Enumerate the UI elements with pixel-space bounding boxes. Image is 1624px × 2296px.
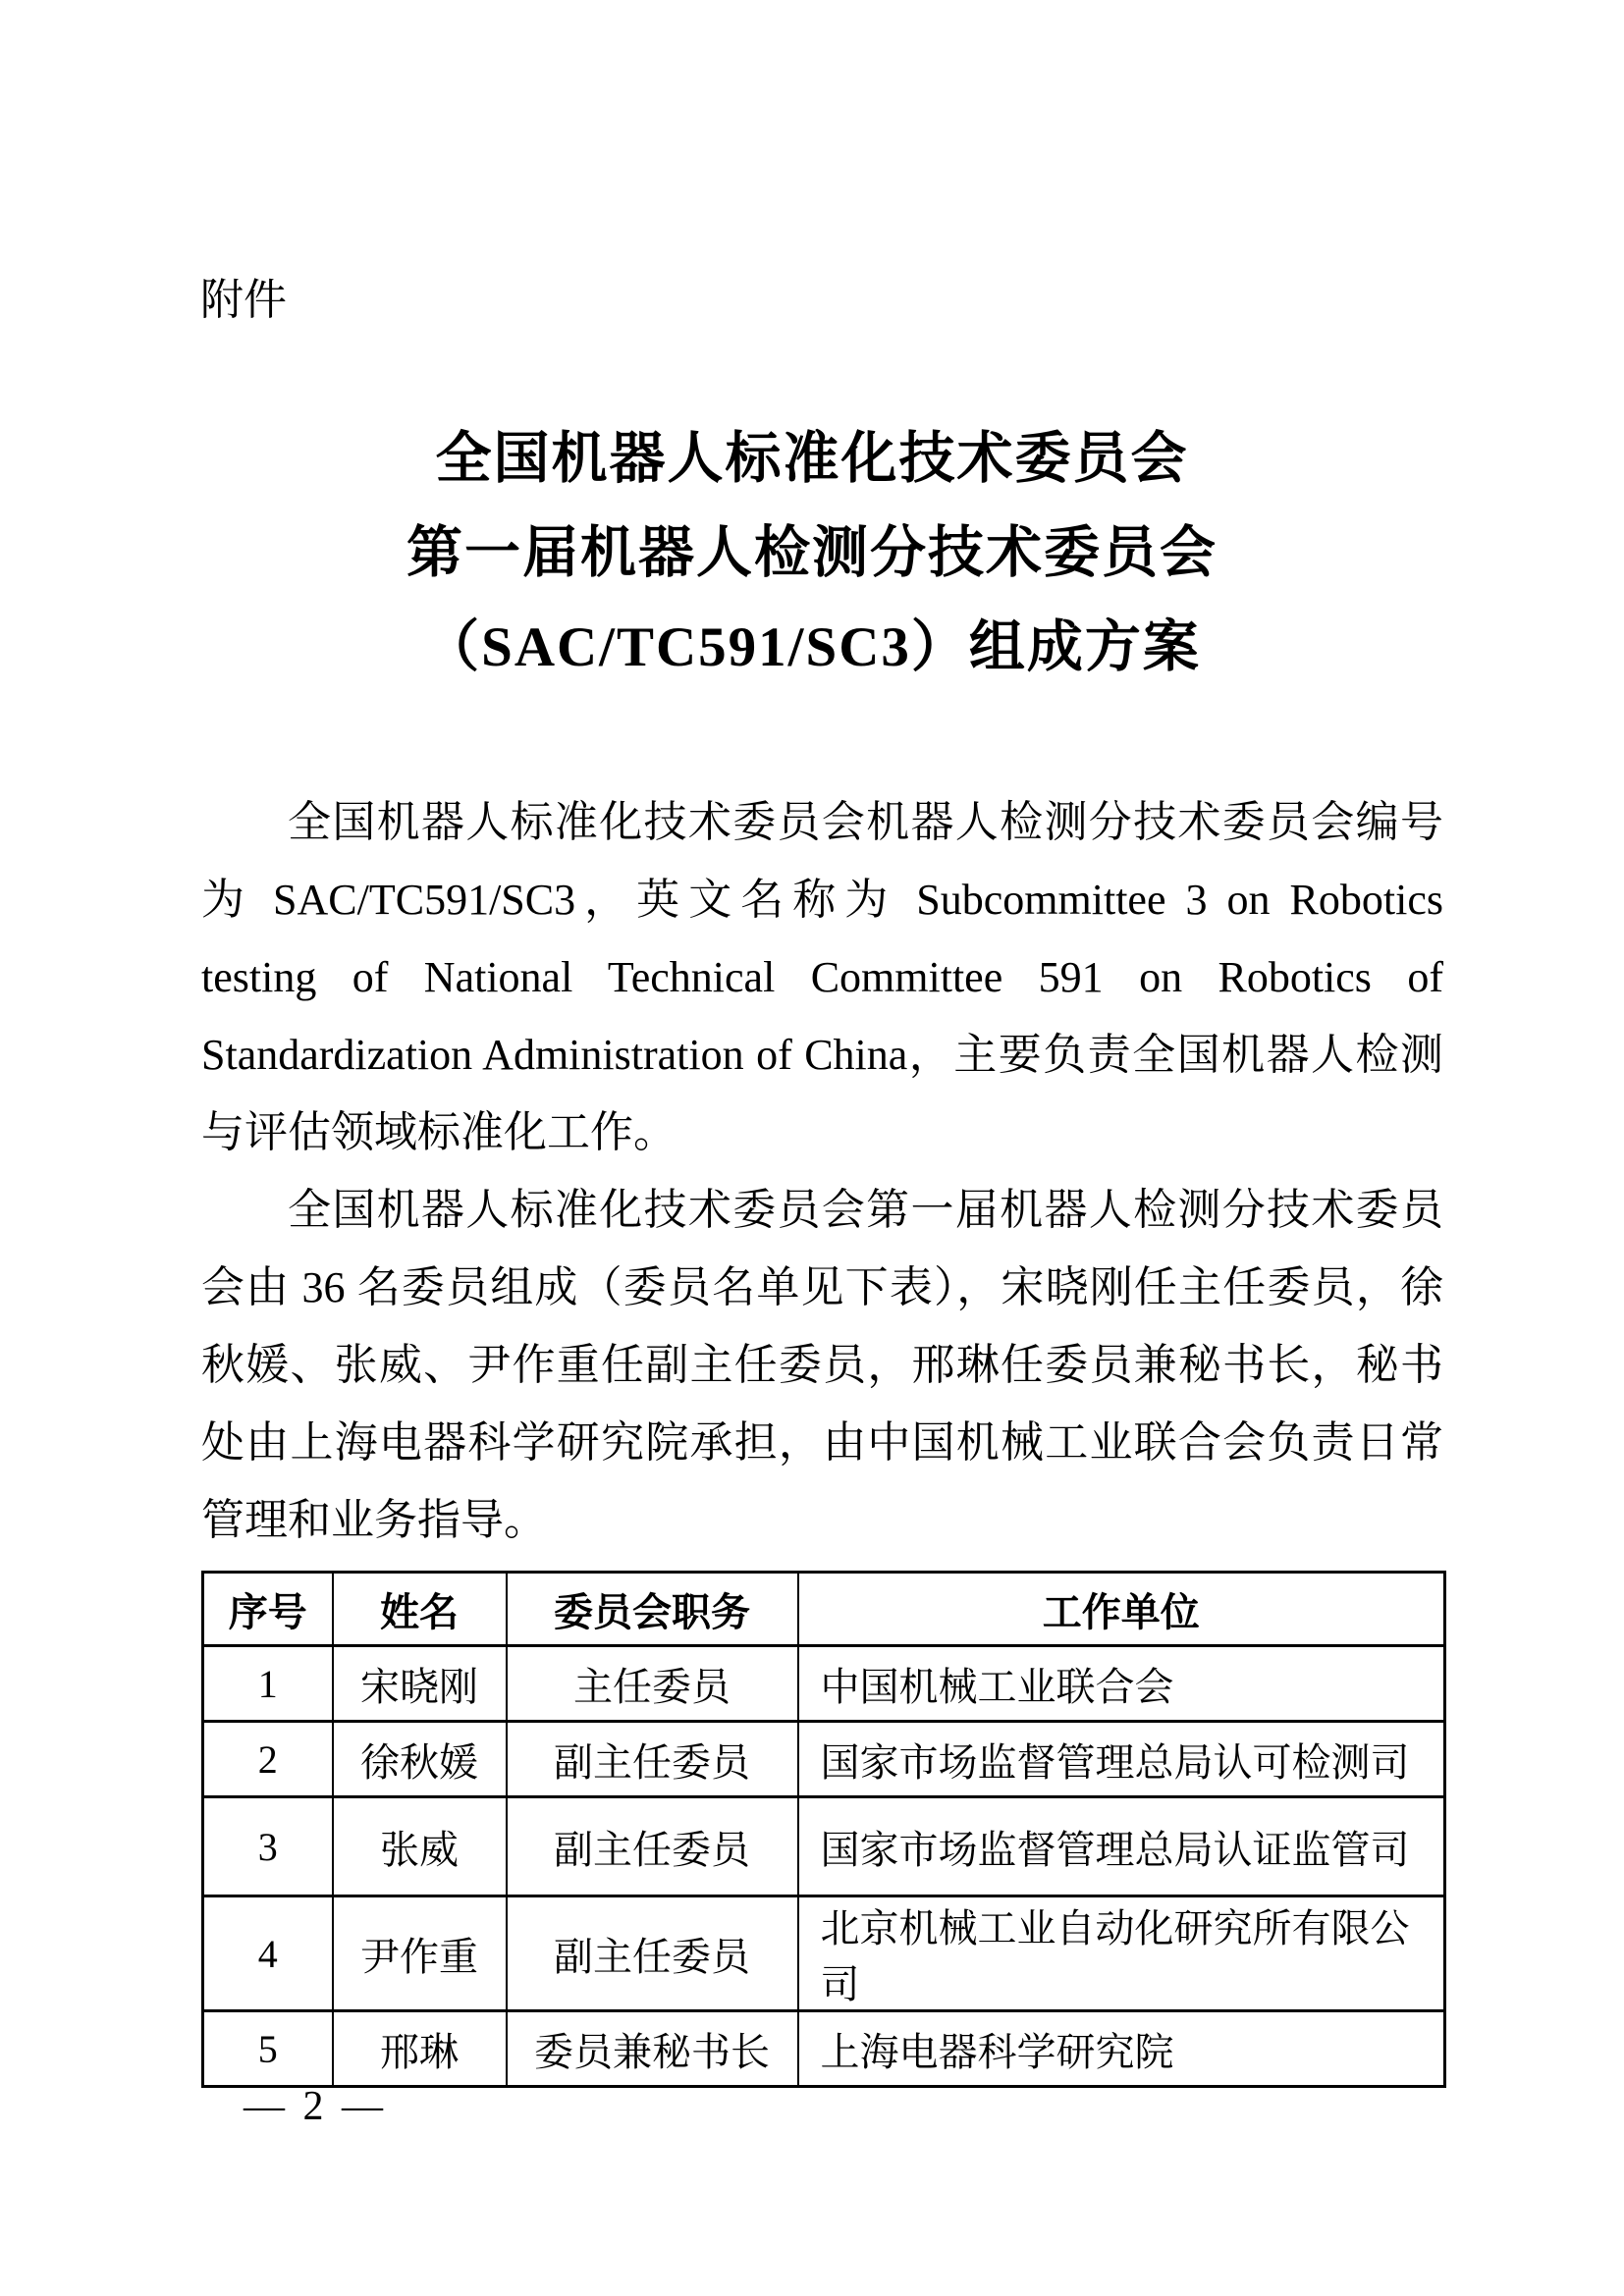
cell-serial: 5 (203, 2011, 333, 2087)
cell-name: 邢琳 (333, 2011, 507, 2087)
cell-position: 副主任委员 (507, 1797, 798, 1896)
cell-position: 委员兼秘书长 (507, 2011, 798, 2087)
paragraph-committee-intro: 全国机器人标准化技术委员会机器人检测分技术委员会编号为 SAC/TC591/SC3，英文名称为 Subcommittee 3 on Robotics testing of National Technical Committee 591 on Robotics of Standardization Administration of China，主要负责全国机器人检测与评估领域标准化工作。 (201, 798, 1443, 1156)
header-serial-number: 序号 (203, 1573, 333, 1646)
table-row (203, 1646, 1445, 1722)
paragraph-membership-overview: 全国机器人标准化技术委员会第一届机器人检测分技术委员会由 36 名委员组成（委员名单见下表），宋晓刚任主任委员，徐秋媛、张威、尹作重任副主任委员，邢琳任委员兼秘书长，秘书处由上海电器科学研究院承担，由中国机械工业联合会负责日常管理和业务指导。 (201, 1186, 1443, 1544)
cell-serial: 4 (203, 1896, 333, 2011)
cell-position: 主任委员 (507, 1646, 798, 1722)
title-line-1: 全国机器人标准化技术委员会 (435, 428, 1189, 490)
table-header-row (203, 1573, 1445, 1646)
cell-name: 尹作重 (333, 1896, 507, 2011)
cell-unit: 中国机械工业联合会 (798, 1646, 1445, 1722)
document-body (201, 783, 1443, 1559)
page-number: — 2 — (244, 2084, 387, 2129)
table-row (203, 2011, 1445, 2087)
cell-serial: 2 (203, 1722, 333, 1797)
cell-position: 副主任委员 (507, 1896, 798, 2011)
title-line-2: 第一届机器人检测分技术委员会 (406, 522, 1218, 584)
attachment-label: 附件 (200, 276, 287, 324)
cell-position: 副主任委员 (507, 1722, 798, 1797)
header-work-unit: 工作单位 (798, 1573, 1445, 1646)
cell-unit: 国家市场监督管理总局认证监管司 (798, 1797, 1445, 1896)
cell-name: 宋晓刚 (333, 1646, 507, 1722)
cell-serial: 3 (203, 1797, 333, 1896)
cell-name: 徐秋媛 (333, 1722, 507, 1797)
document-title (0, 412, 1624, 695)
title-line-3: （SAC/TC591/SC3）组成方案 (423, 616, 1201, 678)
cell-unit: 上海电器科学研究院 (798, 2011, 1445, 2087)
table-row (203, 1797, 1445, 1896)
header-name: 姓名 (333, 1573, 507, 1646)
cell-unit: 国家市场监督管理总局认可检测司 (798, 1722, 1445, 1797)
cell-unit: 北京机械工业自动化研究所有限公司 (798, 1896, 1445, 2011)
committee-members-table (201, 1571, 1446, 2088)
table-row (203, 1896, 1445, 2011)
cell-serial: 1 (203, 1646, 333, 1722)
table-row (203, 1722, 1445, 1797)
header-committee-position: 委员会职务 (507, 1573, 798, 1646)
cell-name: 张威 (333, 1797, 507, 1896)
